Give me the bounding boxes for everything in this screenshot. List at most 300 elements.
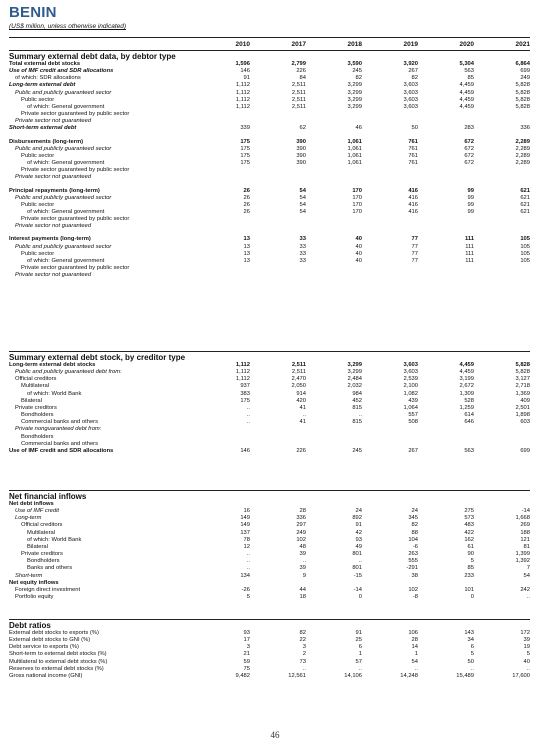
cell-2021: 5 [526, 651, 530, 658]
cell-2017: 33 [299, 250, 306, 257]
cell-2010: 3 [246, 644, 250, 651]
row-label: Long-term external debt [9, 82, 76, 89]
cell-2020: 4,459 [459, 362, 474, 368]
row-label: Use of IMF credit and SDR allocations [9, 447, 114, 454]
table-row [9, 573, 530, 580]
cell-2010: 78 [243, 536, 250, 543]
cell-2020: 614 [464, 412, 474, 419]
cell-2010 [194, 353, 250, 362]
cell-2010: .. [246, 565, 250, 572]
cell-2017 [250, 52, 306, 61]
cell-2020: 61 [467, 543, 474, 550]
table-row [9, 209, 530, 216]
cell-2018 [306, 434, 362, 441]
table-row [9, 97, 530, 104]
year-2021: 2021 [515, 40, 530, 48]
cell-2020: 111 [465, 243, 474, 250]
cell-2019: 3,603 [403, 362, 418, 368]
cell-2020: 99 [467, 201, 474, 208]
year-header [9, 39, 530, 49]
row-label: Public sector [21, 201, 55, 208]
row-label: Disbursements (long-term) [9, 138, 84, 145]
cell-2018: 801 [352, 565, 362, 572]
cell-2010: 339 [240, 125, 250, 132]
cell-2017: 914 [296, 390, 306, 397]
cell-2018: 46 [355, 125, 362, 132]
cell-2020: 672 [464, 152, 474, 159]
cell-2010: 93 [243, 630, 250, 636]
cell-2020: 111 [465, 250, 474, 257]
cell-2021 [474, 272, 530, 279]
row-label: Bondholders [27, 558, 60, 565]
cell-2018: 40 [355, 250, 362, 257]
cell-2021: 2,501 [515, 404, 530, 411]
cell-2018: 3,299 [347, 362, 362, 368]
row-label: Bondholders [21, 412, 54, 419]
cell-2019: 82 [411, 522, 418, 529]
cell-2017: 420 [296, 397, 306, 404]
year-2010: 2010 [235, 40, 250, 48]
cell-2020: 2,672 [459, 383, 474, 390]
cell-2018: 93 [355, 536, 362, 543]
cell-2019: 416 [408, 201, 418, 208]
cell-2017: 2,511 [291, 362, 306, 368]
cell-2019: 38 [411, 572, 418, 579]
cell-2021 [474, 426, 530, 433]
table-row [9, 644, 530, 651]
cell-2021 [474, 52, 530, 61]
cell-2019: 1,064 [403, 404, 418, 411]
cell-2021: 1,399 [515, 551, 530, 558]
debtor-type-table [9, 52, 530, 279]
cell-2020: 573 [464, 515, 474, 522]
cell-2020: 50 [467, 658, 474, 665]
table-row [9, 412, 530, 419]
cell-2021: 54 [523, 572, 530, 579]
row-label: Public sector [21, 250, 55, 257]
row-label: External debt stocks to GNI (%) [9, 637, 91, 644]
cell-2017 [250, 216, 306, 223]
cell-2021: 7 [526, 565, 530, 572]
cell-2017: 44 [299, 586, 306, 593]
row-label: of which: General government [27, 160, 105, 167]
row-label: Commercial banks and others [21, 419, 99, 426]
table-row [9, 111, 530, 118]
cell-2021 [474, 353, 530, 362]
cell-2017: 9 [302, 572, 306, 579]
row-label: Private sector guaranteed by public sector [21, 216, 130, 223]
cell-2020 [418, 111, 474, 118]
table-row [9, 426, 530, 433]
cell-2018: 892 [352, 515, 362, 522]
cell-2019: 416 [408, 194, 418, 201]
cell-2017: 18 [299, 594, 306, 601]
cell-2010: 1,112 [235, 96, 250, 103]
cell-2019 [362, 272, 418, 279]
cell-2018: 24 [355, 508, 362, 515]
table-row [9, 434, 530, 441]
cell-2019: 82 [411, 75, 418, 82]
page-number: 46 [270, 730, 280, 740]
row-label: Portfolio equity [15, 594, 54, 601]
cell-2010: 26 [243, 208, 250, 215]
cell-2018: 82 [355, 75, 362, 82]
cell-2020: 528 [464, 397, 474, 404]
row-label: Short-term external debt [9, 125, 77, 132]
cell-2020: 111 [464, 236, 474, 243]
cell-2021: 621 [520, 187, 530, 194]
cell-2021: 105 [520, 236, 530, 243]
table-row [9, 551, 530, 558]
cell-2020 [418, 52, 474, 61]
cell-2020 [418, 118, 474, 125]
table-row [9, 125, 530, 132]
row-label: of which: General government [27, 208, 105, 215]
cell-2018: 3,299 [347, 103, 362, 110]
table-row [9, 666, 530, 673]
table-row [9, 265, 530, 272]
cell-2020 [418, 272, 474, 279]
cell-2019: 761 [408, 145, 418, 152]
table-row [9, 146, 530, 153]
cell-2019: 761 [408, 160, 418, 167]
cell-2017 [250, 501, 306, 508]
cell-2018: 40 [355, 236, 362, 243]
cell-2021: 336 [520, 125, 530, 132]
cell-2010 [194, 621, 250, 630]
cell-2021: 1,369 [515, 390, 530, 397]
cell-2017: 12,561 [288, 672, 306, 679]
cell-2017: 2,511 [291, 103, 306, 110]
cell-2019: 28 [411, 637, 418, 644]
section-heading-row [9, 621, 530, 630]
cell-2020: 672 [464, 138, 474, 145]
cell-2021: 105 [520, 257, 530, 264]
cell-2021 [474, 167, 530, 174]
net-inflows-table [9, 492, 530, 601]
cell-2018: 2,032 [347, 383, 362, 390]
table-row [9, 565, 530, 572]
cell-2010 [194, 492, 250, 501]
row-label: Bondholders [21, 433, 54, 440]
cell-2021 [474, 265, 530, 272]
cell-2020: 563 [464, 68, 474, 75]
cell-2010 [194, 167, 250, 174]
cell-2018 [306, 118, 362, 125]
cell-2018 [306, 223, 362, 230]
row-label: Foreign direct investment [15, 586, 81, 593]
cell-2019 [362, 353, 418, 362]
cell-2020 [418, 353, 474, 362]
row-label: Public and publicly guaranteed sector [15, 243, 112, 250]
table-row [9, 216, 530, 223]
cell-2017: 390 [296, 145, 306, 152]
cell-2019: 3,920 [403, 61, 418, 67]
table-row [9, 522, 530, 529]
cell-2018: .. [358, 412, 362, 419]
table-row [9, 68, 530, 75]
cell-2021: 188 [520, 529, 530, 536]
cell-2019: 761 [408, 152, 418, 159]
cell-2017: .. [302, 412, 306, 419]
cell-2018: 170 [352, 201, 362, 208]
table-row [9, 195, 530, 202]
row-label: Private sector not guaranteed [15, 118, 92, 125]
cell-2021: 621 [520, 208, 530, 215]
cell-2018: 2,484 [347, 376, 362, 383]
cell-2019 [362, 580, 418, 587]
cell-2017 [250, 353, 306, 362]
cell-2017: 102 [296, 536, 306, 543]
cell-2021: 5,828 [515, 82, 530, 89]
year-2019: 2019 [403, 40, 418, 48]
cell-2018: 0 [358, 594, 362, 601]
table-row [9, 419, 530, 426]
cell-2010: -26 [241, 586, 250, 593]
cell-2010: 1,112 [235, 369, 250, 376]
cell-2010: 1,112 [235, 103, 250, 110]
row-label: Private creditors [21, 551, 63, 558]
cell-2021: 621 [520, 194, 530, 201]
cell-2018 [306, 174, 362, 181]
year-2018: 2018 [347, 40, 362, 48]
cell-2020: 1,309 [459, 390, 474, 397]
cell-2010 [194, 111, 250, 118]
cell-2019: 2,100 [403, 383, 418, 390]
cell-2017: 41 [299, 419, 306, 426]
cell-2018: 57 [355, 658, 362, 665]
cell-2021: 1,668 [515, 515, 530, 522]
cell-2018: 6 [358, 644, 362, 651]
table-row [9, 515, 530, 522]
cell-2018: 1 [358, 651, 362, 658]
cell-2017 [250, 174, 306, 181]
section-heading-row [9, 353, 530, 362]
cell-2019: 106 [408, 630, 418, 636]
row-label: Bilateral [21, 397, 42, 404]
cell-2019: .. [414, 665, 418, 672]
cell-2017: 54 [299, 187, 306, 194]
cell-2017: 2,511 [291, 82, 306, 89]
cell-2017: 2 [302, 651, 306, 658]
cell-2021: 19 [523, 644, 530, 651]
table-row [9, 223, 530, 230]
table-row [9, 251, 530, 258]
table-row [9, 90, 530, 97]
cell-2018 [306, 167, 362, 174]
cell-2010 [194, 174, 250, 181]
row-label: Private sector guaranteed by public sector [21, 265, 130, 272]
cell-2019: -6 [412, 543, 418, 550]
cell-2018: 40 [355, 257, 362, 264]
cell-2010: .. [246, 412, 250, 419]
cell-2018: .. [358, 665, 362, 672]
year-2017: 2017 [291, 40, 306, 48]
cell-2021: 5,828 [515, 362, 530, 368]
cell-2021: 81 [523, 543, 530, 550]
page-title: BENIN [9, 4, 57, 21]
cell-2019: 1,082 [403, 390, 418, 397]
cell-2010: 9,482 [235, 672, 250, 679]
cell-2019: -291 [406, 565, 418, 572]
table-row [9, 153, 530, 160]
cell-2010: 16 [243, 508, 250, 515]
cell-2019: 2,539 [403, 376, 418, 383]
cell-2021: 5,828 [515, 369, 530, 376]
cell-2021: 5,828 [515, 96, 530, 103]
cell-2018: 815 [352, 404, 362, 411]
row-label: Total external debt stocks [9, 61, 81, 67]
cell-2018 [306, 52, 362, 61]
cell-2019: 3,603 [403, 96, 418, 103]
cell-2021 [474, 434, 530, 441]
cell-2010: .. [246, 404, 250, 411]
cell-2019 [362, 216, 418, 223]
cell-2021: 5,828 [515, 103, 530, 110]
creditor-type-table [9, 353, 530, 455]
cell-2020: 111 [465, 257, 474, 264]
row-label: Public sector [21, 152, 55, 159]
cell-2018: 245 [352, 447, 362, 454]
cell-2010: 146 [240, 447, 250, 454]
cell-2010: 13 [243, 257, 250, 264]
cell-2018: 245 [352, 68, 362, 75]
cell-2020 [418, 265, 474, 272]
cell-2020 [418, 501, 474, 508]
cell-2010: 1,112 [235, 376, 250, 383]
row-label: Private sector guaranteed by public sector [21, 111, 130, 118]
cell-2020: 90 [467, 551, 474, 558]
cell-2020: 101 [464, 586, 474, 593]
cell-2020: .. [470, 665, 474, 672]
cell-2019: 77 [411, 257, 418, 264]
cell-2010: 13 [243, 236, 250, 243]
cell-2010: 91 [243, 75, 250, 82]
cell-2018 [306, 272, 362, 279]
cell-2021 [474, 223, 530, 230]
cell-2020: 0 [470, 594, 474, 601]
cell-2020: 5 [470, 651, 474, 658]
table-row [9, 244, 530, 251]
cell-2017: 33 [299, 257, 306, 264]
section-rule-inflows [9, 490, 530, 491]
table-row [9, 82, 530, 89]
cell-2010: 26 [243, 201, 250, 208]
cell-2017 [250, 434, 306, 441]
cell-2017: 33 [299, 243, 306, 250]
cell-2010: 175 [240, 152, 250, 159]
cell-2010: 59 [243, 658, 250, 665]
cell-2017: 2,050 [291, 383, 306, 390]
cell-2019 [362, 167, 418, 174]
cell-2021: 6,864 [515, 61, 530, 67]
cell-2020 [418, 580, 474, 587]
cell-2017 [250, 265, 306, 272]
cell-2010 [194, 441, 250, 448]
cell-2021: 2,289 [515, 152, 530, 159]
cell-2010: 175 [240, 160, 250, 167]
table-row [9, 398, 530, 405]
cell-2021 [474, 501, 530, 508]
cell-2021: 699 [520, 68, 530, 75]
cell-2018 [306, 492, 362, 501]
cell-2019 [362, 118, 418, 125]
cell-2017: 48 [299, 543, 306, 550]
page-subtitle [9, 23, 126, 30]
cell-2017 [250, 426, 306, 433]
row-label: Public and publicly guaranteed sector [15, 145, 112, 152]
row-label: Public sector [21, 96, 55, 103]
row-label: Commercial banks and others [21, 440, 99, 447]
cell-2010 [194, 52, 250, 61]
table-row [9, 544, 530, 551]
cell-2021: 105 [520, 243, 530, 250]
cell-2017 [250, 580, 306, 587]
cell-2019 [362, 492, 418, 501]
cell-2019: 508 [408, 419, 418, 426]
cell-2020: 143 [464, 630, 474, 636]
cell-2019: 267 [408, 68, 418, 75]
cell-2018: 3,299 [347, 96, 362, 103]
table-row [9, 405, 530, 412]
cell-2021: 121 [520, 536, 530, 543]
cell-2010: 5 [246, 594, 250, 601]
cell-2017: 390 [296, 160, 306, 167]
cell-2020: 34 [467, 637, 474, 644]
cell-2021: 40 [523, 658, 530, 665]
cell-2017: 41 [299, 404, 306, 411]
cell-2021 [474, 111, 530, 118]
cell-2021 [474, 174, 530, 181]
cell-2019 [362, 174, 418, 181]
table-row [9, 391, 530, 398]
cell-2019 [362, 621, 418, 630]
cell-2020: 5,304 [459, 61, 474, 67]
cell-2021 [474, 621, 530, 630]
table-row [9, 558, 530, 565]
cell-2020: 646 [464, 419, 474, 426]
cell-2019: -8 [412, 594, 418, 601]
row-label: Long-term external debt stocks [9, 362, 96, 368]
cell-2021 [474, 118, 530, 125]
cell-2018 [306, 580, 362, 587]
cell-2020 [418, 216, 474, 223]
cell-2019: 3,603 [403, 103, 418, 110]
row-label: of which: World Bank [27, 390, 82, 397]
cell-2010: 13 [243, 243, 250, 250]
cell-2019: 3,603 [403, 89, 418, 96]
cell-2020: 483 [464, 522, 474, 529]
cell-2017: 39 [299, 551, 306, 558]
table-row [9, 272, 530, 279]
cell-2017 [250, 492, 306, 501]
section-heading: Net financial inflows [9, 492, 87, 501]
cell-2019: 416 [408, 208, 418, 215]
table-row [9, 501, 530, 508]
cell-2017: 3 [302, 644, 306, 651]
cell-2017: 336 [296, 515, 306, 522]
cell-2021: 17,600 [512, 672, 530, 679]
cell-2010: 75 [243, 665, 250, 672]
cell-2010: 1,112 [235, 362, 250, 368]
cell-2017: 39 [299, 565, 306, 572]
row-label: Debt service to exports (%) [9, 644, 79, 651]
table-row [9, 160, 530, 167]
cell-2021 [474, 492, 530, 501]
table-row [9, 61, 530, 68]
cell-2017: 33 [299, 236, 306, 243]
cell-2019: 14,248 [400, 672, 418, 679]
